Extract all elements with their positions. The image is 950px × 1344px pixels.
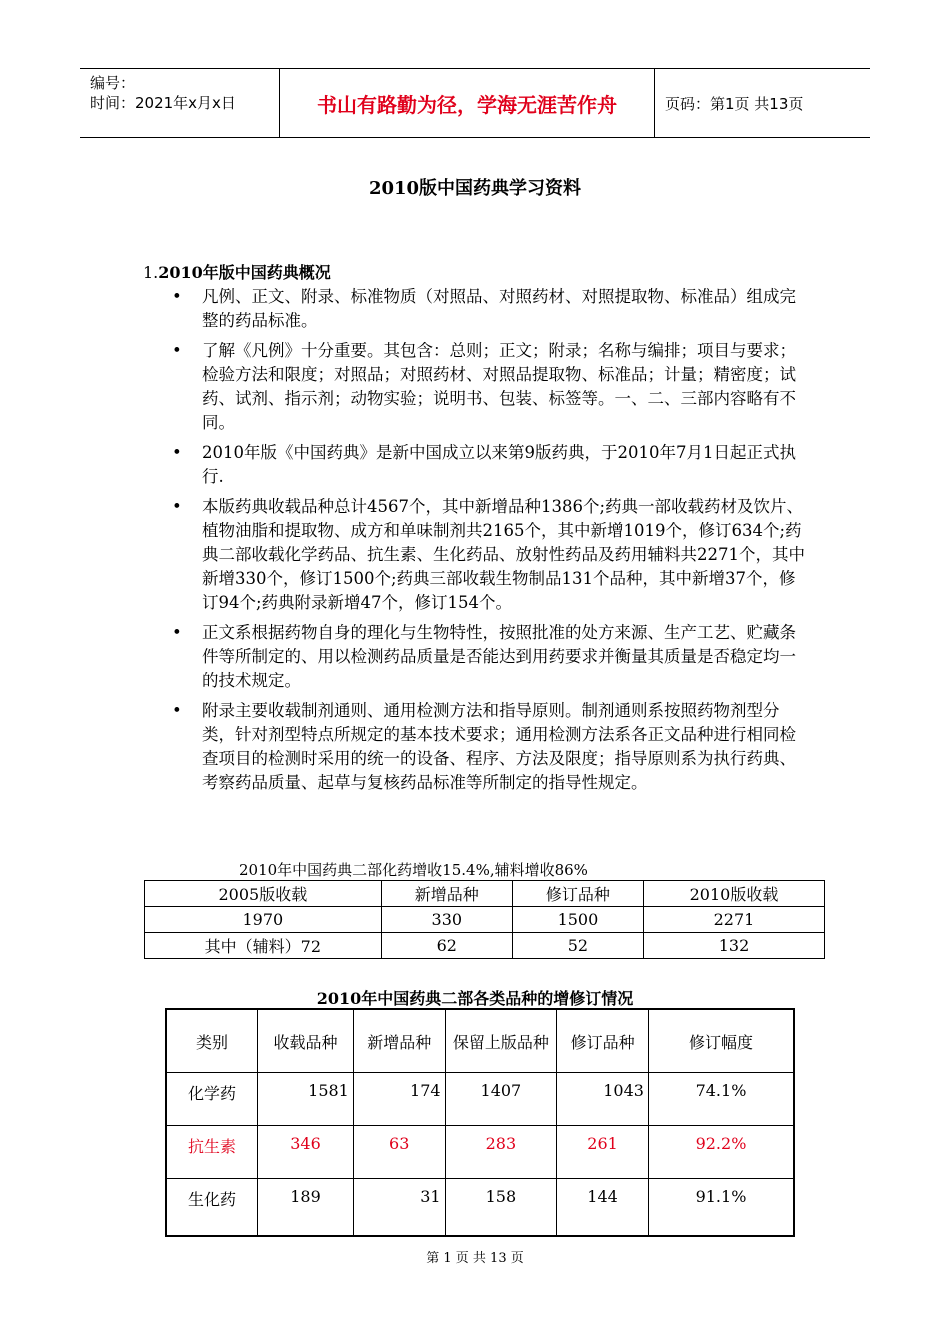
category-cell: 化学药 bbox=[166, 1073, 258, 1126]
table-cell: 其中（辅料）72 bbox=[145, 933, 382, 959]
table-cell: 144 bbox=[557, 1179, 649, 1237]
summary-table bbox=[144, 880, 825, 959]
table-cell: 91.1% bbox=[648, 1179, 794, 1237]
list-item: • 了解《凡例》十分重要。其包含：总则；正文；附录；名称与编排；项目与要求；检验方法和限度；对照品；对照药材、对照品提取物、标准品；计量；精密度；试药、试剂、指示剂；动物实验；说明书、包装、标签等。一、二、三部内容略有不同。 bbox=[172, 339, 812, 435]
table-cell: 330 bbox=[381, 907, 512, 933]
table2-caption: 2010年中国药典二部各类品种的增修订情况 bbox=[316, 989, 634, 1008]
table-cell: 1500 bbox=[512, 907, 643, 933]
table-row bbox=[145, 933, 825, 959]
table-cell: 2271 bbox=[643, 907, 824, 933]
table-cell: 31 bbox=[353, 1179, 445, 1237]
table-cell: 158 bbox=[445, 1179, 557, 1237]
document-title: 2010版中国药典学习资料 bbox=[368, 178, 582, 199]
header-cell: 类别 bbox=[166, 1009, 258, 1073]
table-cell: 189 bbox=[258, 1179, 354, 1237]
table-cell: 1970 bbox=[145, 907, 382, 933]
header-motto: 书山有路勤为径，学海无涯苦作舟 bbox=[280, 69, 655, 137]
list-item: • 2010年版《中国药典》是新中国成立以来第9版药典，于2010年7月1日起正式执行. bbox=[172, 441, 812, 489]
table-cell: 174 bbox=[353, 1073, 445, 1126]
table-cell: 62 bbox=[381, 933, 512, 959]
table-cell: 283 bbox=[445, 1126, 557, 1179]
category-table bbox=[165, 1008, 795, 1237]
table-cell: 132 bbox=[643, 933, 824, 959]
table-row bbox=[166, 1179, 794, 1237]
time-label: 时间：2021年x月x日 bbox=[90, 94, 236, 112]
list-item: • 正文系根据药物自身的理化与生物特性，按照批准的处方来源、生产工艺、贮藏条件等所制定的、用以检测药品质量是否能达到用药要求并衡量其质量是否稳定均一的技术规定。 bbox=[172, 621, 812, 693]
table-cell: 261 bbox=[557, 1126, 649, 1179]
list-item: • 凡例、正文、附录、标准物质（对照品、对照药材、对照提取物、标准品）组成完整的药品标准。 bbox=[172, 285, 812, 333]
header-meta bbox=[80, 69, 280, 137]
table-cell: 1581 bbox=[258, 1073, 354, 1126]
header-cell: 2010版收载 bbox=[643, 881, 824, 907]
number-label: 编号： bbox=[90, 74, 136, 92]
header-cell: 保留上版品种 bbox=[445, 1009, 557, 1073]
table-cell: 1407 bbox=[445, 1073, 557, 1126]
table-header-row bbox=[166, 1009, 794, 1073]
table-header-row bbox=[145, 881, 825, 907]
header-cell: 新增品种 bbox=[381, 881, 512, 907]
table-row bbox=[166, 1073, 794, 1126]
header-cell: 修订品种 bbox=[512, 881, 643, 907]
header-cell: 2005版收载 bbox=[145, 881, 382, 907]
table-cell: 52 bbox=[512, 933, 643, 959]
header-cell: 收载品种 bbox=[258, 1009, 354, 1073]
header-page-info: 页码：第1页 共13页 bbox=[665, 94, 804, 113]
page-footer: 第 1 页 共 13 页 bbox=[426, 1251, 524, 1266]
table-cell: 63 bbox=[353, 1126, 445, 1179]
table-cell: 74.1% bbox=[648, 1073, 794, 1126]
table1-caption: 2010年中国药典二部化药增收15.4%,辅料增收86% bbox=[239, 861, 588, 879]
header-cell: 修订幅度 bbox=[648, 1009, 794, 1073]
header-cell: 修订品种 bbox=[557, 1009, 649, 1073]
table-cell: 92.2% bbox=[648, 1126, 794, 1179]
section-heading bbox=[143, 260, 331, 283]
category-cell: 抗生素 bbox=[166, 1126, 258, 1179]
page-header bbox=[80, 68, 870, 138]
list-item: • 本版药典收载品种总计4567个，其中新增品种1386个;药典一部收载药材及饮片、植物油脂和提取物、成方和单味制剂共2165个，其中新增1019个，修订634个;药典二部收载化学药品、抗生素、生化药品、放射性药品及药用辅料共2271个，其中新增330个，修订1500个;药典三部收载生物制品131个品种，其中新增37个，修订94个;药典附录新增47个，修订154个。 bbox=[172, 495, 812, 615]
table-cell: 346 bbox=[258, 1126, 354, 1179]
section-title: 2010年版中国药典概况 bbox=[158, 263, 331, 282]
section-number: 1. bbox=[143, 263, 159, 282]
overview-list bbox=[172, 285, 812, 801]
table-row bbox=[166, 1126, 794, 1179]
header-cell: 新增品种 bbox=[353, 1009, 445, 1073]
category-cell: 生化药 bbox=[166, 1179, 258, 1237]
list-item: • 附录主要收载制剂通则、通用检测方法和指导原则。制剂通则系按照药物剂型分类，针对剂型特点所规定的基本技术要求；通用检测方法系各正文品种进行相同检查项目的检测时采用的统一的设备、程序、方法及限度；指导原则系为执行药典、考察药品质量、起草与复核药品标准等所制定的指导性规定。 bbox=[172, 699, 812, 795]
table-cell: 1043 bbox=[557, 1073, 649, 1126]
table-row bbox=[145, 907, 825, 933]
